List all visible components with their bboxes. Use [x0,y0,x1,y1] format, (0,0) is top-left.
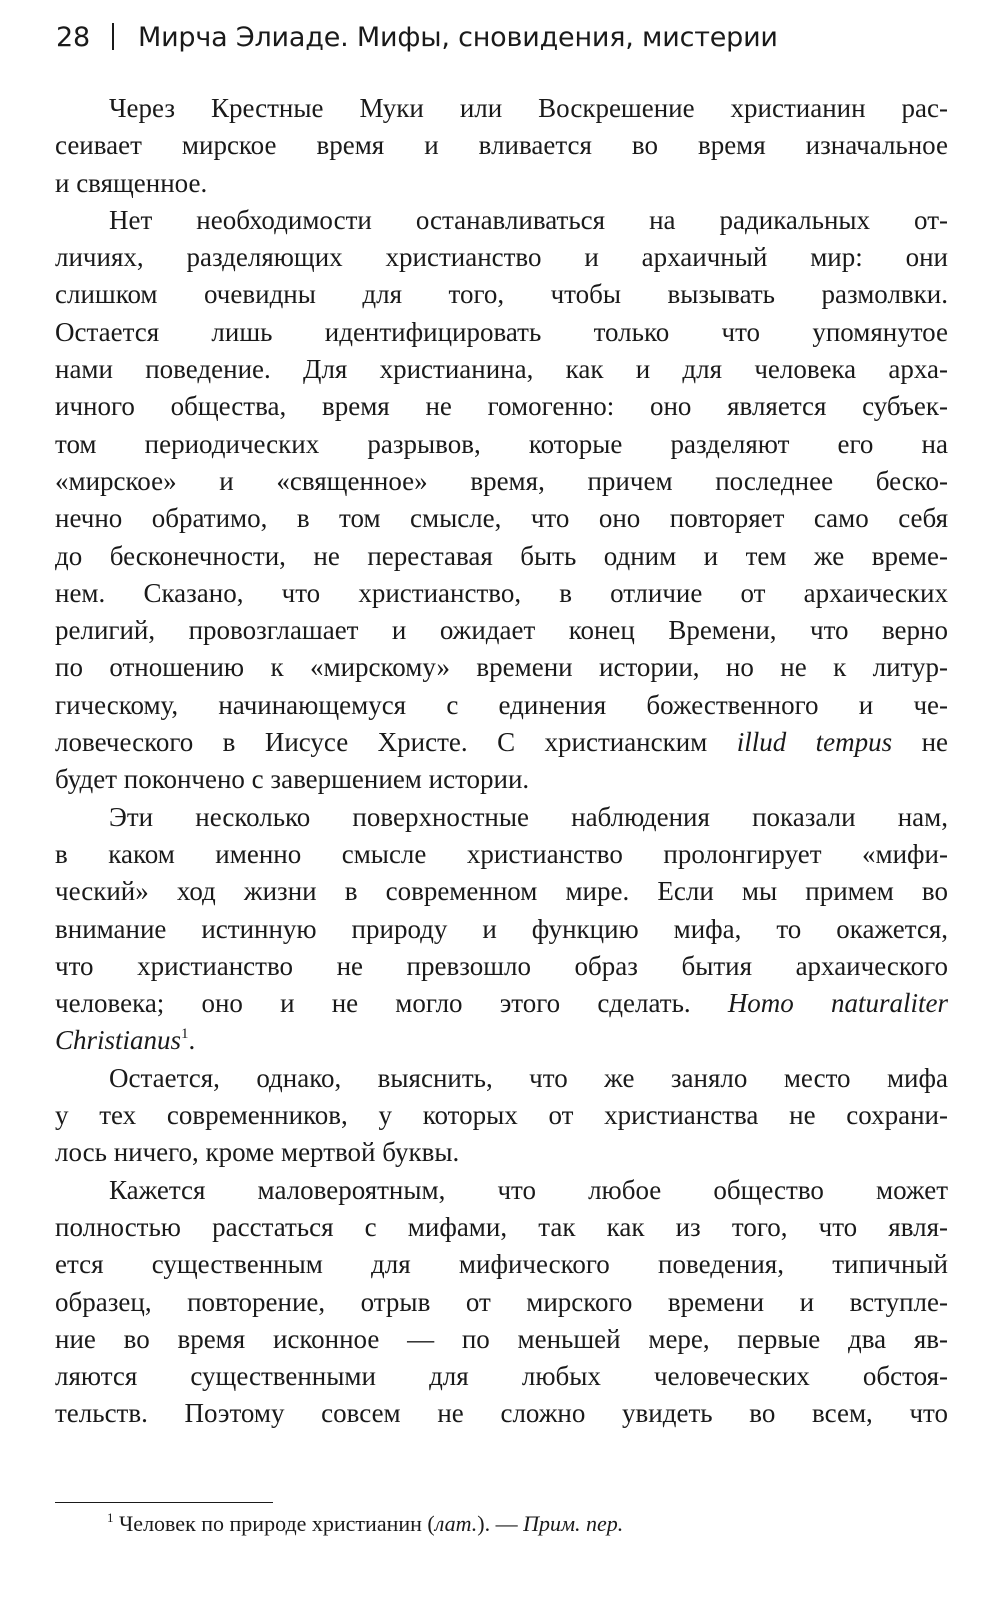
footnote-marker: 1 [107,1510,114,1525]
footnote-text-middle: ). — [477,1511,524,1536]
text-line: Остается лишь идентифицировать только что упомянутое [55,316,948,347]
text-line: религий, провозглашает и ожидает конец Времени, что верно [55,615,948,646]
text-line: ние во время исконное — по меньшей мере, первые два яв- [55,1323,948,1354]
paragraph-2 [55,202,948,799]
text-line: что христианство не превзошло образ бытия архаического [55,950,948,981]
text-line: ется существенным для мифического поведения, типичный [55,1249,948,1280]
text-fragment: человека; оно и не могло этого сделать. [55,988,728,1019]
running-title: Мирча Элиаде. Мифы, сновидения, мистерии [137,22,778,53]
paragraph-1 [55,90,948,202]
text-line: в каком именно смысле христианство пролонгирует «мифи- [55,838,948,869]
text-line: будет покончено с завершением истории. [55,764,530,795]
text-line: том периодических разрывов, которые разделяют его на [55,428,948,459]
text-line: слишком очевидны для того, чтобы вызывать размолвки. [55,279,948,310]
text-line: ческий» ход жизни в современном мире. Если мы примем во [55,876,948,907]
page-number: 28 [56,22,90,53]
text-line: Нет необходимости останавливаться на радикальных от- [109,204,948,235]
text-line-composite [55,1022,948,1059]
paragraph-4 [55,1060,948,1172]
text-line: ляются существенными для любых человеческих обстоя- [55,1361,948,1392]
text-line: «мирское» и «священное» время, причем последнее беско- [55,465,948,496]
text-line: Остается, однако, выяснить, что же заняло место мифа [109,1062,948,1093]
text-line: полностью расстаться с мифами, так как из того, что явля- [55,1211,948,1242]
text-line: тельств. Поэтому совсем не сложно увидеть во всем, что [55,1398,948,1429]
running-head [56,22,778,53]
translator-note: Прим. пер. [523,1511,624,1536]
footnote [107,1511,623,1537]
text-line: нами поведение. Для христианина, как и для человека арха- [55,354,948,385]
paragraph-3 [55,799,948,1060]
text-line: Через Крестные Муки или Воскрешение христианин рас- [109,93,948,123]
footnote-divider [55,1502,273,1503]
paragraph-5 [55,1172,948,1433]
text-line: сеивает мирское время и вливается во время изначальное [55,130,948,161]
latin-phrase: Homo naturaliter [727,988,948,1019]
footnote-reference[interactable]: 1 [181,1026,189,1043]
text-line: до бесконечности, не переставая быть одним и тем же време- [55,540,948,571]
text-fragment: не [892,727,949,758]
text-line: Эти несколько поверхностные наблюдения показали нам, [109,801,948,832]
footnote-text: Человек по природе христианин ( [113,1511,435,1536]
text-line: Кажется маловероятным, что любое общество может [109,1174,948,1205]
text-line: образец, повторение, отрыв от мирского времени и вступле- [55,1286,948,1317]
text-line-composite [55,985,948,1022]
text-line: по отношению к «мирскому» времени истории, но не к литур- [55,652,948,683]
text-line-composite [55,724,948,761]
text-line: лось ничего, кроме мертвой буквы. [55,1137,460,1168]
body-text [55,90,948,1433]
text-fragment: . [188,1025,196,1056]
text-line: у тех современников, у которых от христианства не сохрани- [55,1100,948,1131]
latin-phrase: illud tempus [736,727,893,758]
text-line: и священное. [55,167,208,198]
text-line: нечно обратимо, в том смысле, что оно повторяет само себя [55,503,948,534]
latin-phrase: Christianus [55,1025,182,1056]
text-line: нем. Сказано, что христианство, в отличие от архаических [55,577,948,608]
footnote-lang-abbr: лат. [434,1511,478,1536]
text-line: гическому, начинающемуся с единения божественного и че- [55,689,948,720]
text-fragment: ловеческого в Иисусе Христе. С христианским [55,727,737,758]
header-separator [112,23,114,50]
text-line: внимание истинную природу и функцию мифа, то окажется, [55,913,948,944]
text-line: личиях, разделяющих христианство и архаичный мир: они [55,242,948,273]
text-line: ичного общества, время не гомогенно: оно является субъек- [55,391,948,422]
